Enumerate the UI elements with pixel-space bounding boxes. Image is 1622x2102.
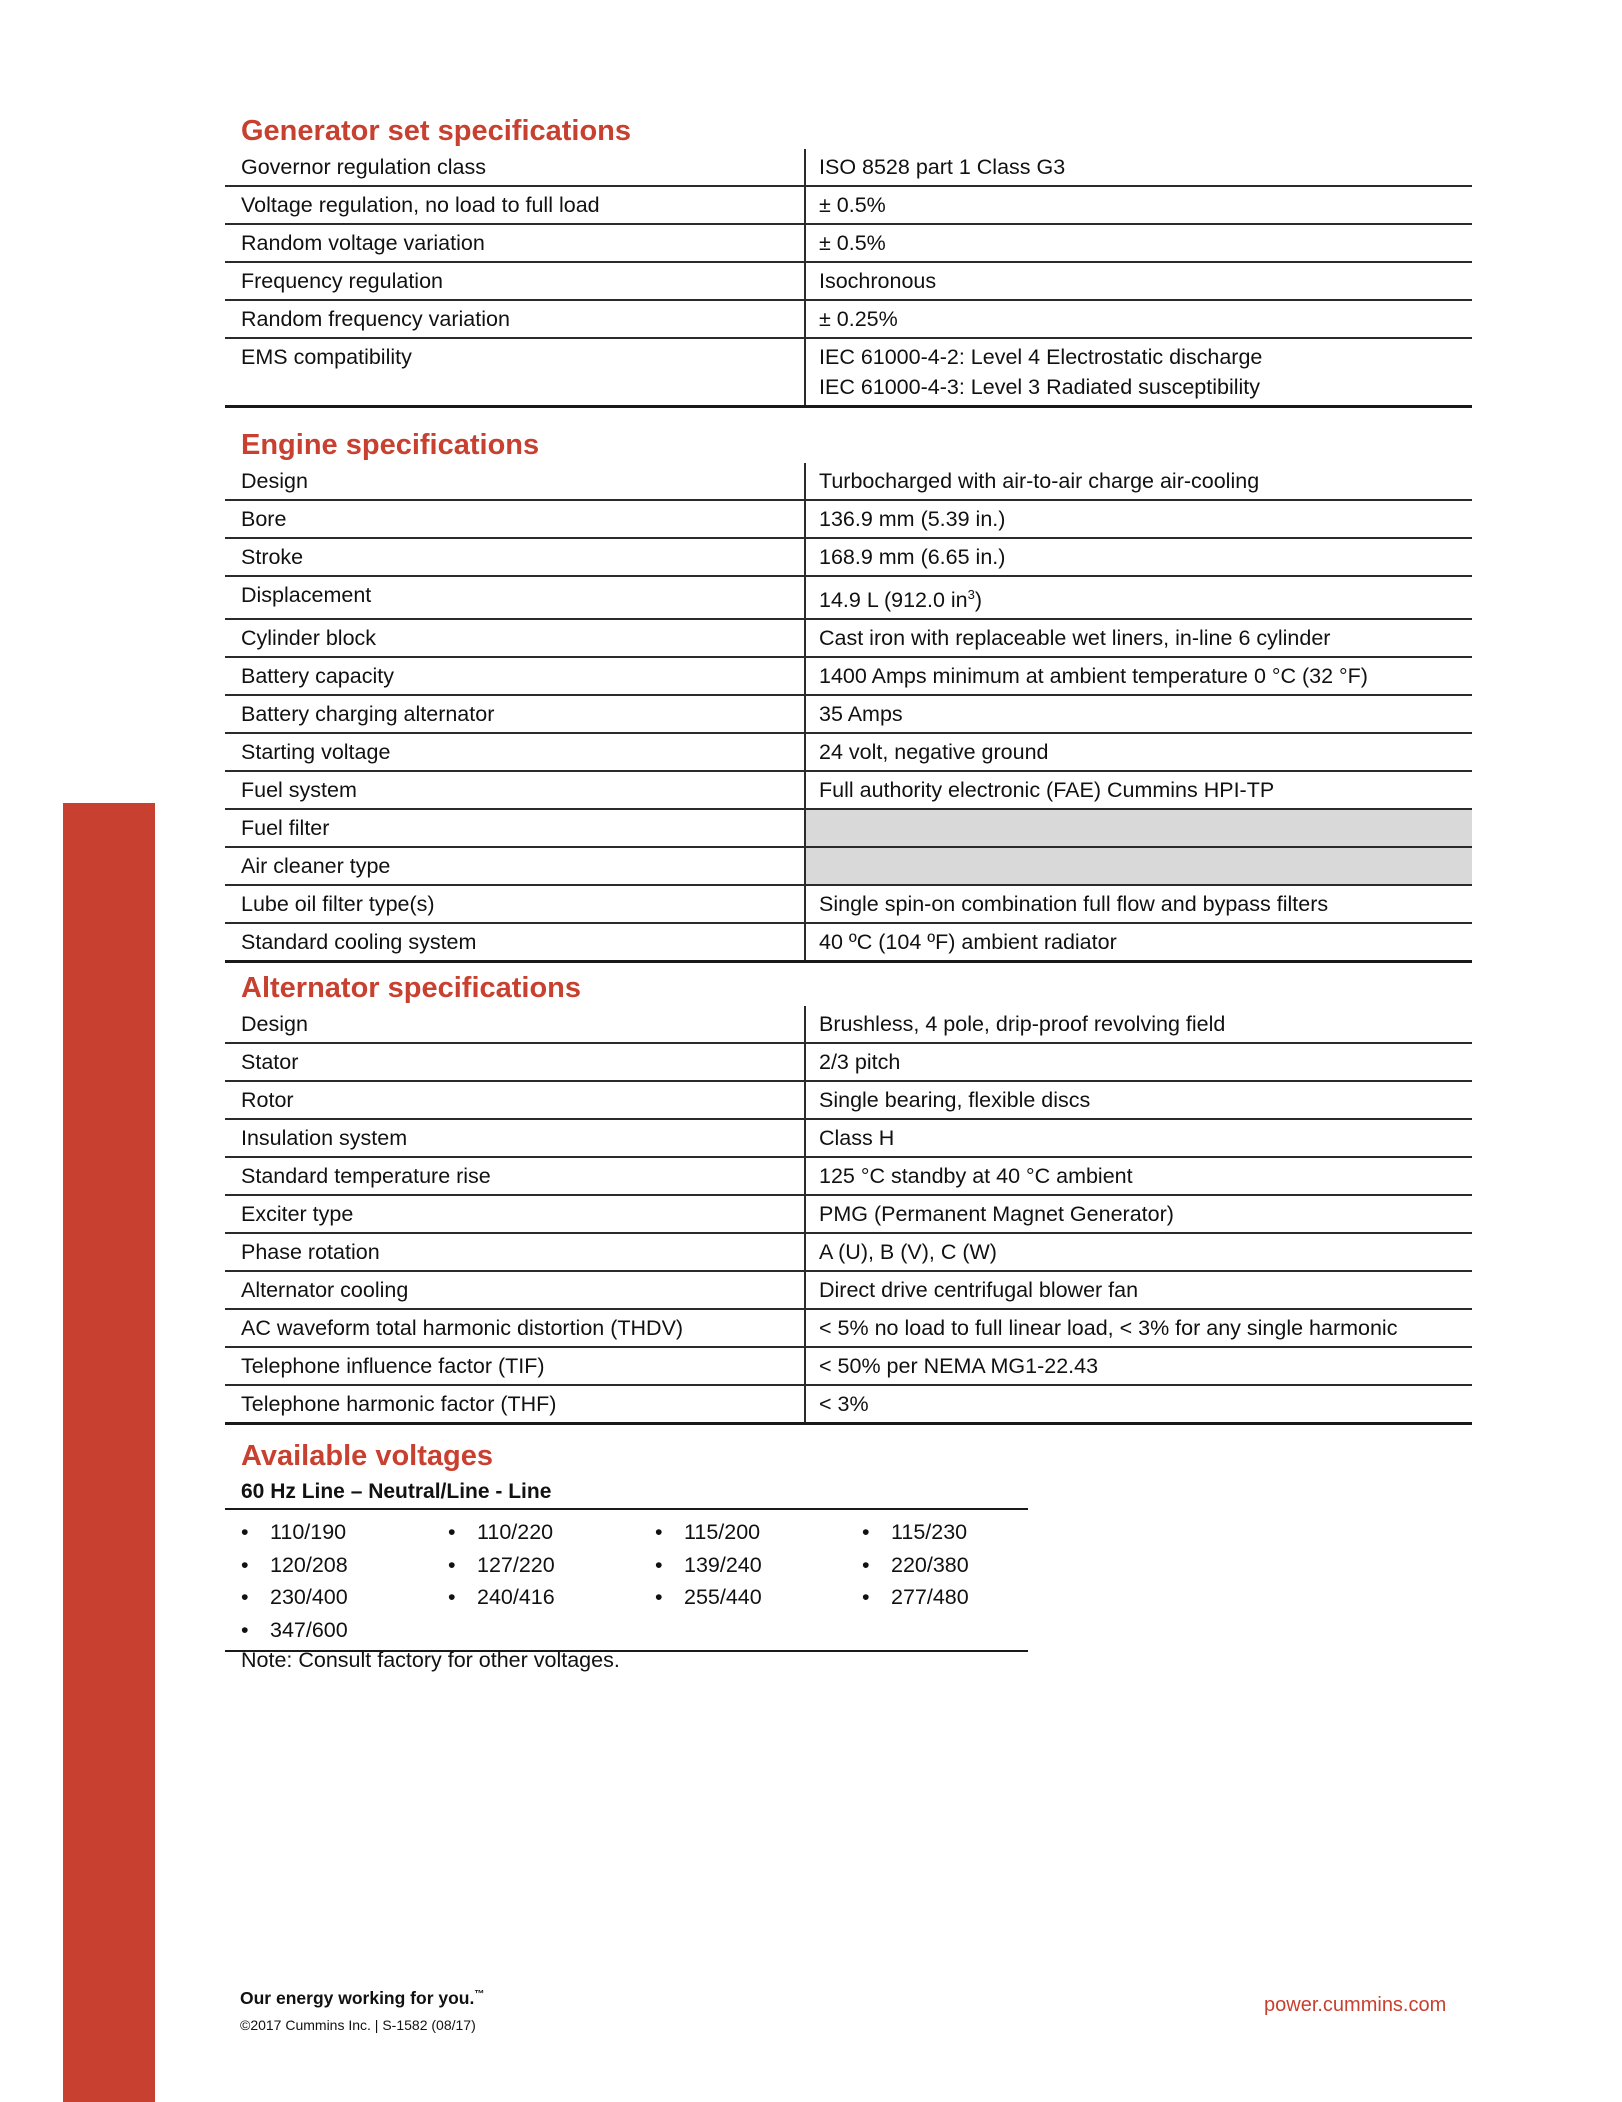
table-row	[225, 149, 1472, 186]
table-row	[225, 1157, 1472, 1195]
spec-label: Alternator cooling	[225, 1271, 805, 1309]
list-item	[225, 1614, 432, 1647]
spec-label: Displacement	[225, 576, 805, 619]
bullet-icon: •	[241, 1520, 249, 1544]
voltages-list-box	[225, 1508, 1028, 1652]
spec-value-text: 14.9 L (912.0 in	[819, 588, 968, 613]
list-item	[639, 1581, 846, 1614]
spec-value: 125 °C standby at 40 °C ambient	[805, 1157, 1472, 1195]
list-item	[846, 1581, 1028, 1614]
table-row	[225, 338, 1472, 407]
voltage-value: 110/190	[270, 1520, 347, 1544]
table-row	[225, 1385, 1472, 1424]
voltage-value: 115/230	[891, 1520, 968, 1544]
spec-value: 136.9 mm (5.39 in.)	[805, 500, 1472, 538]
spec-value: Class H	[805, 1119, 1472, 1157]
table-row	[225, 576, 1472, 619]
spec-label: Cylinder block	[225, 619, 805, 657]
spec-label: Fuel system	[225, 771, 805, 809]
spec-value: < 50% per NEMA MG1-22.43	[805, 1347, 1472, 1385]
table-row	[225, 1119, 1472, 1157]
list-item	[846, 1516, 1028, 1549]
table-row	[225, 500, 1472, 538]
table-row	[225, 224, 1472, 262]
voltages-note: Note: Consult factory for other voltages.	[241, 1648, 620, 1672]
spec-value: Cast iron with replaceable wet liners, in-line 6 cylinder	[805, 619, 1472, 657]
spec-label: Telephone influence factor (TIF)	[225, 1347, 805, 1385]
spec-value: Isochronous	[805, 262, 1472, 300]
footer-copyright: ©2017 Cummins Inc. | S-1582 (08/17)	[240, 2017, 476, 2033]
spec-value-text: )	[974, 588, 983, 613]
trademark-mark: ™	[474, 1989, 485, 2000]
list-item	[225, 1549, 432, 1582]
red-sidebar-bar	[63, 803, 155, 2102]
spec-value: < 3%	[805, 1385, 1472, 1424]
alternator-section-title: Alternator specifications	[241, 972, 582, 1004]
spec-label: Standard temperature rise	[225, 1157, 805, 1195]
spec-label: Phase rotation	[225, 1233, 805, 1271]
bullet-icon: •	[655, 1585, 663, 1609]
table-row	[225, 809, 1472, 847]
list-item	[432, 1581, 639, 1614]
spec-value: Single bearing, flexible discs	[805, 1081, 1472, 1119]
table-row	[225, 463, 1472, 500]
list-item	[225, 1581, 432, 1614]
spec-label: Random voltage variation	[225, 224, 805, 262]
spec-label: Standard cooling system	[225, 923, 805, 962]
table-row	[225, 619, 1472, 657]
footer-tagline	[240, 1984, 484, 2009]
table-row	[225, 847, 1472, 885]
table-row	[225, 1347, 1472, 1385]
spec-value: PMG (Permanent Magnet Generator)	[805, 1195, 1472, 1233]
voltage-value: 255/440	[684, 1585, 762, 1609]
table-row	[225, 1043, 1472, 1081]
spec-label: Stator	[225, 1043, 805, 1081]
spec-value: 40 ºC (104 ºF) ambient radiator	[805, 923, 1472, 962]
voltage-value: 230/400	[270, 1585, 348, 1609]
spec-label: Voltage regulation, no load to full load	[225, 186, 805, 224]
table-row	[225, 695, 1472, 733]
superscript: 3	[967, 587, 975, 602]
voltage-value: 240/416	[477, 1585, 555, 1609]
spec-label: Design	[225, 1006, 805, 1043]
spec-value-empty	[805, 809, 1472, 847]
spec-label: Fuel filter	[225, 809, 805, 847]
spec-label: Battery capacity	[225, 657, 805, 695]
spec-label: Random frequency variation	[225, 300, 805, 338]
table-row	[225, 1081, 1472, 1119]
spec-value-line: IEC 61000-4-3: Level 3 Radiated susceptibility	[819, 375, 1261, 399]
spec-value: Brushless, 4 pole, drip-proof revolving field	[805, 1006, 1472, 1043]
spec-value: 2/3 pitch	[805, 1043, 1472, 1081]
spec-label: Exciter type	[225, 1195, 805, 1233]
spec-value	[805, 576, 1472, 619]
bullet-icon: •	[862, 1520, 870, 1544]
generator-spec-table	[225, 149, 1472, 408]
spec-label: Lube oil filter type(s)	[225, 885, 805, 923]
table-row	[225, 1309, 1472, 1347]
spec-value-line: IEC 61000-4-2: Level 4 Electrostatic discharge	[819, 345, 1263, 369]
table-row	[225, 1195, 1472, 1233]
table-row	[225, 1233, 1472, 1271]
bullet-icon: •	[448, 1552, 456, 1577]
bullet-icon: •	[448, 1585, 456, 1609]
bullet-icon: •	[655, 1552, 663, 1577]
spec-value: Direct drive centrifugal blower fan	[805, 1271, 1472, 1309]
spec-label: Bore	[225, 500, 805, 538]
table-row	[225, 300, 1472, 338]
table-row	[225, 733, 1472, 771]
spec-label: AC waveform total harmonic distortion (THDV)	[225, 1309, 805, 1347]
spec-value: Full authority electronic (FAE) Cummins HPI-TP	[805, 771, 1472, 809]
list-item	[432, 1549, 639, 1582]
voltage-value: 139/240	[684, 1552, 762, 1577]
spec-value: 35 Amps	[805, 695, 1472, 733]
spec-value: Single spin-on combination full flow and bypass filters	[805, 885, 1472, 923]
spec-label: Governor regulation class	[225, 149, 805, 186]
spec-label: Telephone harmonic factor (THF)	[225, 1385, 805, 1424]
spec-label: Starting voltage	[225, 733, 805, 771]
table-row	[225, 771, 1472, 809]
bullet-icon: •	[862, 1585, 870, 1609]
table-row	[225, 262, 1472, 300]
list-item	[432, 1516, 639, 1549]
spec-value: ± 0.5%	[805, 224, 1472, 262]
list-item	[225, 1516, 432, 1549]
footer-website-link[interactable]: power.cummins.com	[1264, 1994, 1447, 2016]
list-item	[639, 1549, 846, 1582]
generator-section-title: Generator set specifications	[241, 115, 632, 147]
table-row	[225, 885, 1472, 923]
spec-label: Insulation system	[225, 1119, 805, 1157]
voltage-value: 127/220	[477, 1552, 555, 1577]
spec-label: Design	[225, 463, 805, 500]
spec-value: 24 volt, negative ground	[805, 733, 1472, 771]
list-item	[639, 1516, 846, 1549]
voltages-section-title: Available voltages	[241, 1440, 493, 1472]
spec-value: A (U), B (V), C (W)	[805, 1233, 1472, 1271]
voltage-value: 110/220	[477, 1520, 554, 1544]
bullet-icon: •	[862, 1552, 870, 1577]
alternator-spec-table	[225, 1006, 1472, 1425]
voltage-value: 220/380	[891, 1552, 969, 1577]
voltages-subtitle: 60 Hz Line – Neutral/Line - Line	[241, 1480, 552, 1503]
engine-spec-table	[225, 463, 1472, 963]
table-row	[225, 186, 1472, 224]
spec-label: Battery charging alternator	[225, 695, 805, 733]
spec-label: Stroke	[225, 538, 805, 576]
spec-value: ISO 8528 part 1 Class G3	[805, 149, 1472, 186]
engine-section-title: Engine specifications	[241, 429, 540, 461]
table-row	[225, 923, 1472, 962]
bullet-icon: •	[448, 1520, 456, 1544]
bullet-icon: •	[655, 1520, 663, 1544]
table-row	[225, 1006, 1472, 1043]
bullet-icon: •	[241, 1552, 249, 1577]
spec-value-empty	[805, 847, 1472, 885]
voltage-value: 115/200	[684, 1520, 761, 1544]
bullet-icon: •	[241, 1585, 249, 1609]
tagline-text: Our energy working for you.	[240, 1987, 475, 2008]
spec-value: ± 0.25%	[805, 300, 1472, 338]
voltage-value: 347/600	[270, 1617, 348, 1642]
spec-label: EMS compatibility	[225, 338, 805, 407]
table-row	[225, 657, 1472, 695]
bullet-icon: •	[241, 1617, 249, 1642]
list-item	[846, 1549, 1028, 1582]
spec-label: Frequency regulation	[225, 262, 805, 300]
spec-value	[805, 338, 1472, 407]
table-row	[225, 538, 1472, 576]
spec-value: ± 0.5%	[805, 186, 1472, 224]
spec-label: Air cleaner type	[225, 847, 805, 885]
spec-value: Turbocharged with air-to-air charge air-cooling	[805, 463, 1472, 500]
voltage-value: 120/208	[270, 1552, 348, 1577]
spec-value: < 5% no load to full linear load, < 3% for any single harmonic	[805, 1309, 1472, 1347]
table-row	[225, 1271, 1472, 1309]
spec-label: Rotor	[225, 1081, 805, 1119]
voltage-value: 277/480	[891, 1585, 969, 1609]
spec-value: 168.9 mm (6.65 in.)	[805, 538, 1472, 576]
spec-value: 1400 Amps minimum at ambient temperature 0 °C (32 °F)	[805, 657, 1472, 695]
voltages-grid	[225, 1516, 1028, 1646]
